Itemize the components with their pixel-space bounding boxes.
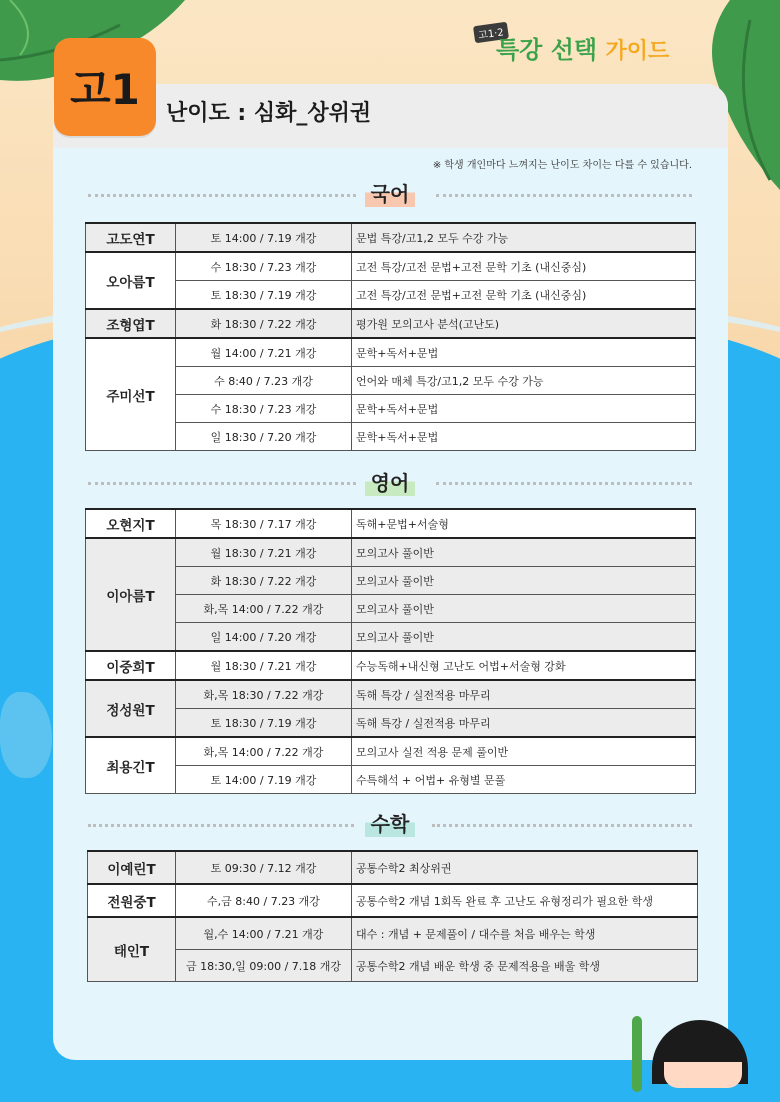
- table-row: [86, 367, 696, 395]
- table-row: [86, 423, 696, 451]
- schedule-cell: 수 8:40 / 7.23 개강: [176, 367, 352, 395]
- table-row: [86, 766, 696, 794]
- schedule-cell: 일 18:30 / 7.20 개강: [176, 423, 352, 451]
- content-cell: 모의고사 풀이반: [352, 595, 696, 623]
- schedule-cell: 금 18:30,일 09:00 / 7.18 개강: [176, 950, 352, 982]
- schedule-cell: 월 18:30 / 7.21 개강: [176, 651, 352, 680]
- content-cell: 모의고사 실전 적용 문제 풀이반: [352, 737, 696, 766]
- teacher-name: 오아름T: [86, 252, 176, 309]
- content-cell: 공통수학2 개념 배운 학생 중 문제적용을 배울 학생: [352, 950, 698, 982]
- content-cell: 문학+독서+문법: [352, 338, 696, 367]
- section-label: 국어: [365, 178, 416, 207]
- content-cell: 수능독해+내신형 고난도 어법+서술형 강화: [352, 651, 696, 680]
- table-row: [86, 651, 696, 680]
- schedule-cell: 월 18:30 / 7.21 개강: [176, 538, 352, 567]
- content-cell: 문학+독서+문법: [352, 423, 696, 451]
- table-row: [88, 950, 698, 982]
- schedule-cell: 월 14:00 / 7.21 개강: [176, 338, 352, 367]
- guide-title: [496, 30, 669, 65]
- schedule-cell: 토 18:30 / 7.19 개강: [176, 281, 352, 310]
- snorkel-icon: [632, 1016, 642, 1092]
- content-cell: 모의고사 풀이반: [352, 538, 696, 567]
- teacher-name: 태인T: [88, 917, 176, 982]
- content-cell: 고전 특강/고전 문법+고전 문학 기초 (내신중심): [352, 252, 696, 281]
- section-label: 수학: [365, 808, 416, 837]
- content-cell: 모의고사 풀이반: [352, 623, 696, 652]
- schedule-cell: 화,목 18:30 / 7.22 개강: [176, 680, 352, 709]
- content-cell: 독해 특강 / 실전적용 마무리: [352, 709, 696, 738]
- schedule-cell: 수,금 8:40 / 7.23 개강: [176, 884, 352, 917]
- content-cell: 대수 : 개념 + 문제풀이 / 대수를 처음 배우는 학생: [352, 917, 698, 950]
- grade-tag: 고1·2: [473, 22, 509, 44]
- schedule-cell: 화 18:30 / 7.22 개강: [176, 309, 352, 338]
- content-cell: 고전 특강/고전 문법+고전 문학 기초 (내신중심): [352, 281, 696, 310]
- content-cell: 수특해석 + 어법+ 유형별 문풀: [352, 766, 696, 794]
- table-row: [88, 851, 698, 884]
- table-row: [86, 595, 696, 623]
- table-row: [86, 680, 696, 709]
- table-row: [86, 737, 696, 766]
- table-row: [88, 917, 698, 950]
- schedule-cell: 토 14:00 / 7.19 개강: [176, 766, 352, 794]
- schedule-cell: 토 14:00 / 7.19 개강: [176, 223, 352, 252]
- schedule-cell: 수 18:30 / 7.23 개강: [176, 395, 352, 423]
- content-cell: 문학+독서+문법: [352, 395, 696, 423]
- content-cell: 문법 특강/고1,2 모두 수강 가능: [352, 223, 696, 252]
- guide-title-main: 특강 선택: [496, 36, 598, 64]
- kid-face-icon: [664, 1062, 742, 1088]
- schedule-cell: 토 18:30 / 7.19 개강: [176, 709, 352, 738]
- teacher-name: 이예린T: [88, 851, 176, 884]
- table-row: [86, 538, 696, 567]
- teacher-name: 고도연T: [86, 223, 176, 252]
- schedule-cell: 화,목 14:00 / 7.22 개강: [176, 595, 352, 623]
- content-cell: 모의고사 풀이반: [352, 567, 696, 595]
- teacher-name: 정성원T: [86, 680, 176, 737]
- teacher-name: 오현지T: [86, 509, 176, 538]
- content-cell: 평가원 모의고사 분석(고난도): [352, 309, 696, 338]
- difficulty-level: 난이도 : 심화_상위권: [166, 101, 372, 126]
- content-cell: 독해 특강 / 실전적용 마무리: [352, 680, 696, 709]
- water-splash: [0, 692, 52, 778]
- table-row: [86, 567, 696, 595]
- schedule-cell: 월,수 14:00 / 7.21 개강: [176, 917, 352, 950]
- table-row: [86, 509, 696, 538]
- teacher-name: 조형엽T: [86, 309, 176, 338]
- teacher-name: 주미선T: [86, 338, 176, 451]
- content-cell: 독해+문법+서술형: [352, 509, 696, 538]
- table-row: [86, 281, 696, 310]
- schedule-cell: 수 18:30 / 7.23 개강: [176, 252, 352, 281]
- table-row: [86, 252, 696, 281]
- english-table: [85, 508, 696, 794]
- table-row: [86, 623, 696, 652]
- table-row: [86, 395, 696, 423]
- difficulty-note: ※ 학생 개인마다 느껴지는 난이도 차이는 다를 수 있습니다.: [432, 160, 692, 171]
- schedule-cell: 화,목 14:00 / 7.22 개강: [176, 737, 352, 766]
- table-row: [86, 338, 696, 367]
- content-cell: 언어와 매체 특강/고1,2 모두 수강 가능: [352, 367, 696, 395]
- schedule-cell: 화 18:30 / 7.22 개강: [176, 567, 352, 595]
- grade-badge: 고1: [54, 38, 156, 136]
- teacher-name: 이아름T: [86, 538, 176, 651]
- teacher-name: 전원중T: [88, 884, 176, 917]
- content-cell: 공통수학2 개념 1회독 완료 후 고난도 유형정리가 필요한 학생: [352, 884, 698, 917]
- section-title-math: [0, 808, 780, 837]
- schedule-cell: 일 14:00 / 7.20 개강: [176, 623, 352, 652]
- table-row: [86, 709, 696, 738]
- schedule-cell: 토 09:30 / 7.12 개강: [176, 851, 352, 884]
- section-label: 영어: [365, 467, 416, 496]
- guide-title-accent: 가이드: [605, 39, 670, 64]
- content-cell: 공통수학2 최상위권: [352, 851, 698, 884]
- teacher-name: 이중희T: [86, 651, 176, 680]
- table-row: [86, 223, 696, 252]
- schedule-cell: 목 18:30 / 7.17 개강: [176, 509, 352, 538]
- table-row: [86, 309, 696, 338]
- teacher-name: 최용긴T: [86, 737, 176, 794]
- math-table: [87, 850, 698, 982]
- section-title-korean: [0, 178, 780, 207]
- table-row: [88, 884, 698, 917]
- korean-table: [85, 222, 696, 451]
- section-title-english: [0, 467, 780, 496]
